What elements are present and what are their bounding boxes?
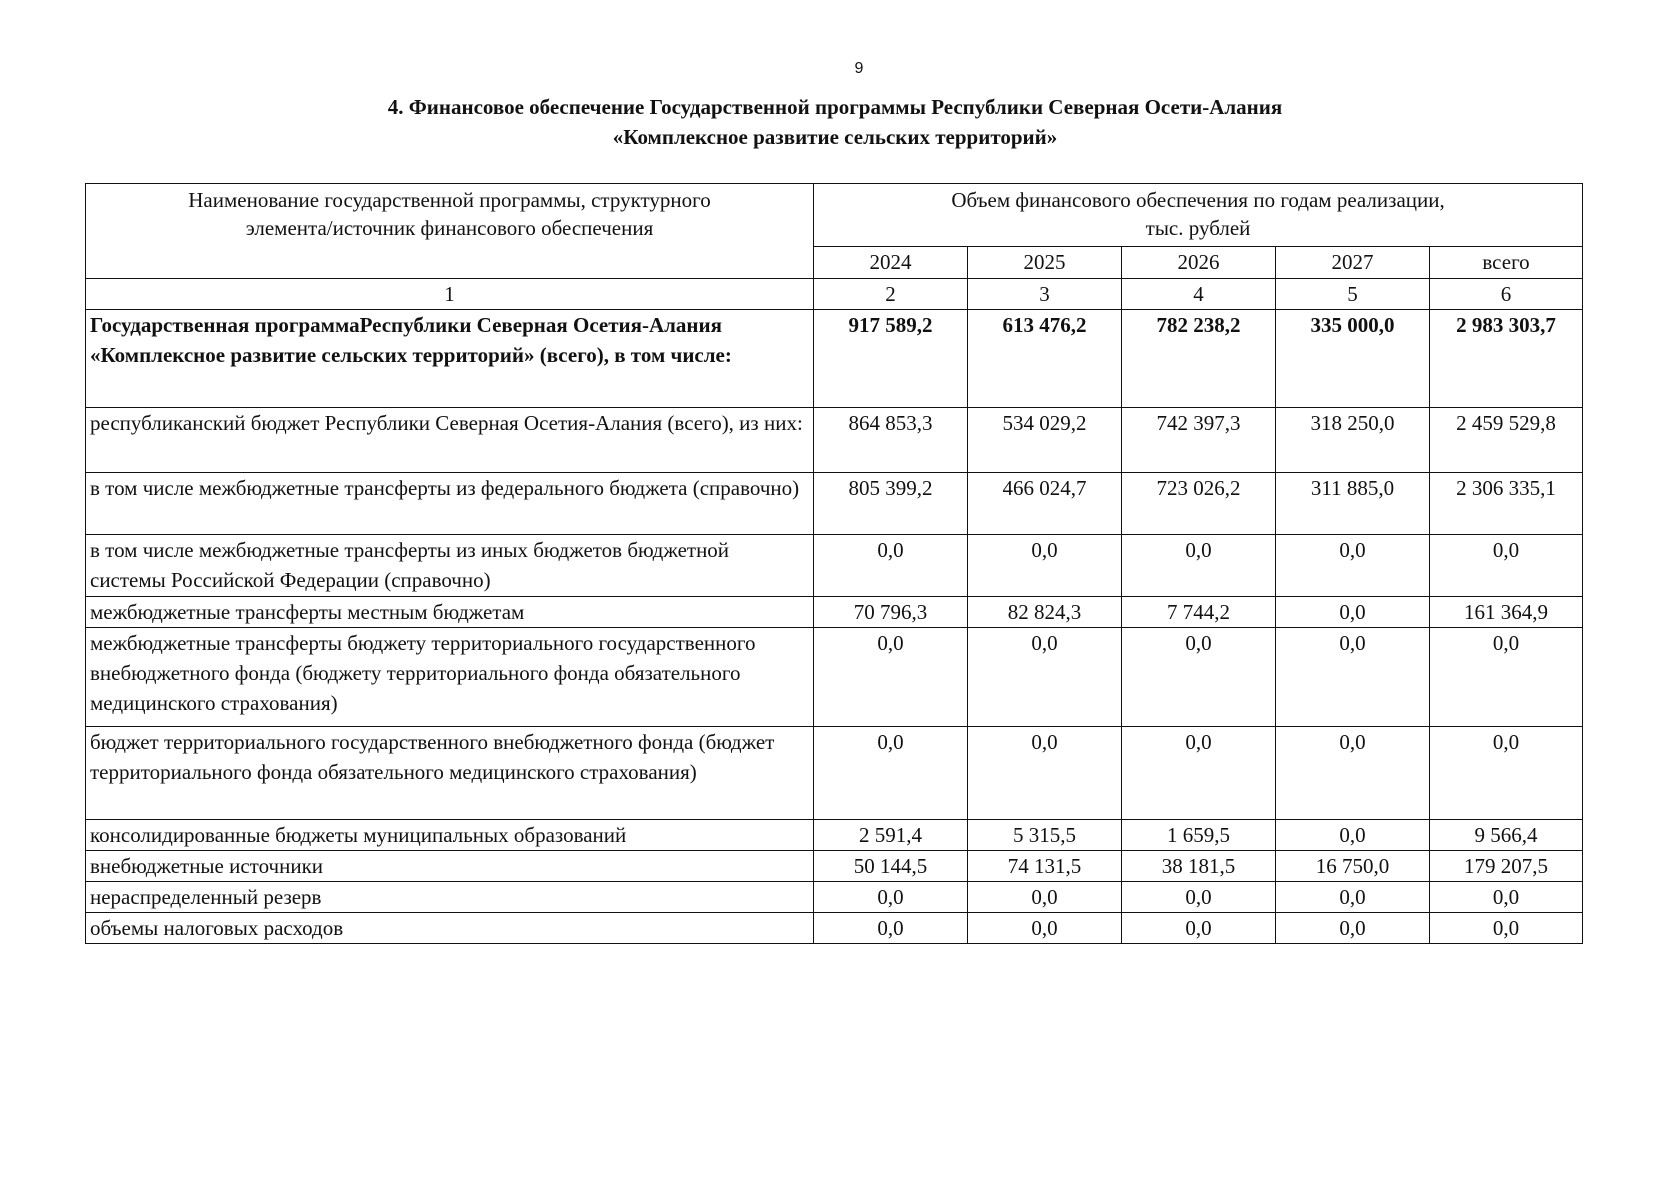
value-cell: 1 659,5 [1122, 820, 1276, 851]
row-name: межбюджетные трансферты бюджету территориального государственного внебюджетного фонда (бюджету территориального фонда обязательного медицинского страхования) [86, 628, 814, 727]
value-cell: 0,0 [968, 535, 1122, 597]
row-name: объемы налоговых расходов [86, 913, 814, 944]
table-row [86, 408, 1583, 473]
value-cell: 0,0 [1430, 727, 1583, 820]
header-row [86, 184, 1583, 247]
table-row [86, 473, 1583, 535]
row-name: межбюджетные трансферты местным бюджетам [86, 597, 814, 628]
value-cell: 0,0 [1276, 820, 1430, 851]
value-cell: 864 853,3 [814, 408, 968, 473]
table-row [86, 535, 1583, 597]
title-line-1: 4. Финансовое обеспечение Государственной программы Республики Северная Осети-Алания [387, 95, 1283, 119]
value-cell: 0,0 [1276, 597, 1430, 628]
title-line-2: «Комплексное развитие сельских территорий» [612, 125, 1058, 149]
value-cell: 0,0 [1122, 727, 1276, 820]
value-cell: 0,0 [968, 913, 1122, 944]
group-header-line-1: Объем финансового обеспечения по годам реализации, [951, 188, 1445, 212]
value-cell: 917 589,2 [814, 310, 968, 408]
table-row [86, 882, 1583, 913]
column-number: 6 [1430, 279, 1583, 310]
value-cell: 50 144,5 [814, 851, 968, 882]
value-cell: 0,0 [814, 913, 968, 944]
value-cell: 782 238,2 [1122, 310, 1276, 408]
value-cell: 179 207,5 [1430, 851, 1583, 882]
value-cell: 311 885,0 [1276, 473, 1430, 535]
value-cell: 318 250,0 [1276, 408, 1430, 473]
value-cell: 0,0 [1430, 535, 1583, 597]
value-cell: 70 796,3 [814, 597, 968, 628]
column-number: 5 [1276, 279, 1430, 310]
value-cell: 0,0 [814, 882, 968, 913]
value-cell: 0,0 [1122, 535, 1276, 597]
value-cell: 161 364,9 [1430, 597, 1583, 628]
value-cell: 534 029,2 [968, 408, 1122, 473]
value-cell: 0,0 [1122, 882, 1276, 913]
value-cell: 742 397,3 [1122, 408, 1276, 473]
value-cell: 0,0 [1276, 913, 1430, 944]
table-row [86, 913, 1583, 944]
row-name: бюджет территориального государственного внебюджетного фонда (бюджет территориального фонда обязательного медицинского страхования) [86, 727, 814, 820]
group-header [814, 184, 1583, 247]
value-cell: 0,0 [814, 628, 968, 727]
year-header: 2026 [1122, 247, 1276, 279]
value-cell: 0,0 [1276, 628, 1430, 727]
value-cell: 0,0 [968, 628, 1122, 727]
value-cell: 38 181,5 [1122, 851, 1276, 882]
page-title [0, 92, 1670, 152]
value-cell: 723 026,2 [1122, 473, 1276, 535]
column-number: 3 [968, 279, 1122, 310]
value-cell: 335 000,0 [1276, 310, 1430, 408]
row-name: Государственная программаРеспублики Северная Осетия-Алания «Комплексное развитие сельских территорий» (всего), в том числе: [86, 310, 814, 408]
column-number: 2 [814, 279, 968, 310]
page-number: 9 [854, 60, 864, 77]
year-header: 2024 [814, 247, 968, 279]
value-cell: 74 131,5 [968, 851, 1122, 882]
value-cell: 2 983 303,7 [1430, 310, 1583, 408]
column-number: 4 [1122, 279, 1276, 310]
value-cell: 0,0 [1430, 913, 1583, 944]
value-cell: 0,0 [1430, 882, 1583, 913]
year-header: всего [1430, 247, 1583, 279]
value-cell: 2 459 529,8 [1430, 408, 1583, 473]
value-cell: 5 315,5 [968, 820, 1122, 851]
col1-header: Наименование государственной программы, структурного элемента/источник финансового обеспечения [86, 184, 814, 279]
value-cell: 613 476,2 [968, 310, 1122, 408]
value-cell: 16 750,0 [1276, 851, 1430, 882]
table-row [86, 727, 1583, 820]
value-cell: 2 306 335,1 [1430, 473, 1583, 535]
column-number: 1 [86, 279, 814, 310]
table-row [86, 597, 1583, 628]
row-name: внебюджетные источники [86, 851, 814, 882]
table-row [86, 310, 1583, 408]
value-cell: 0,0 [1122, 913, 1276, 944]
value-cell: 0,0 [1276, 727, 1430, 820]
value-cell: 0,0 [968, 727, 1122, 820]
table-row [86, 851, 1583, 882]
value-cell: 0,0 [1276, 882, 1430, 913]
value-cell: 805 399,2 [814, 473, 968, 535]
value-cell: 7 744,2 [1122, 597, 1276, 628]
value-cell: 0,0 [814, 535, 968, 597]
financing-table [85, 183, 1583, 944]
value-cell: 0,0 [1430, 628, 1583, 727]
table-row [86, 820, 1583, 851]
value-cell: 2 591,4 [814, 820, 968, 851]
value-cell: 82 824,3 [968, 597, 1122, 628]
table-row [86, 628, 1583, 727]
row-name: в том числе межбюджетные трансферты из федерального бюджета (справочно) [86, 473, 814, 535]
value-cell: 9 566,4 [1430, 820, 1583, 851]
column-number-row [86, 279, 1583, 310]
value-cell: 0,0 [968, 882, 1122, 913]
year-header: 2027 [1276, 247, 1430, 279]
year-header: 2025 [968, 247, 1122, 279]
value-cell: 0,0 [1276, 535, 1430, 597]
row-name: нераспределенный резерв [86, 882, 814, 913]
value-cell: 0,0 [814, 727, 968, 820]
row-name: в том числе межбюджетные трансферты из иных бюджетов бюджетной системы Российской Федерации (справочно) [86, 535, 814, 597]
row-name: республиканский бюджет Республики Северная Осетия-Алания (всего), из них: [86, 408, 814, 473]
group-header-line-2: тыс. рублей [1145, 216, 1251, 240]
row-name: консолидированные бюджеты муниципальных образований [86, 820, 814, 851]
value-cell: 0,0 [1122, 628, 1276, 727]
value-cell: 466 024,7 [968, 473, 1122, 535]
